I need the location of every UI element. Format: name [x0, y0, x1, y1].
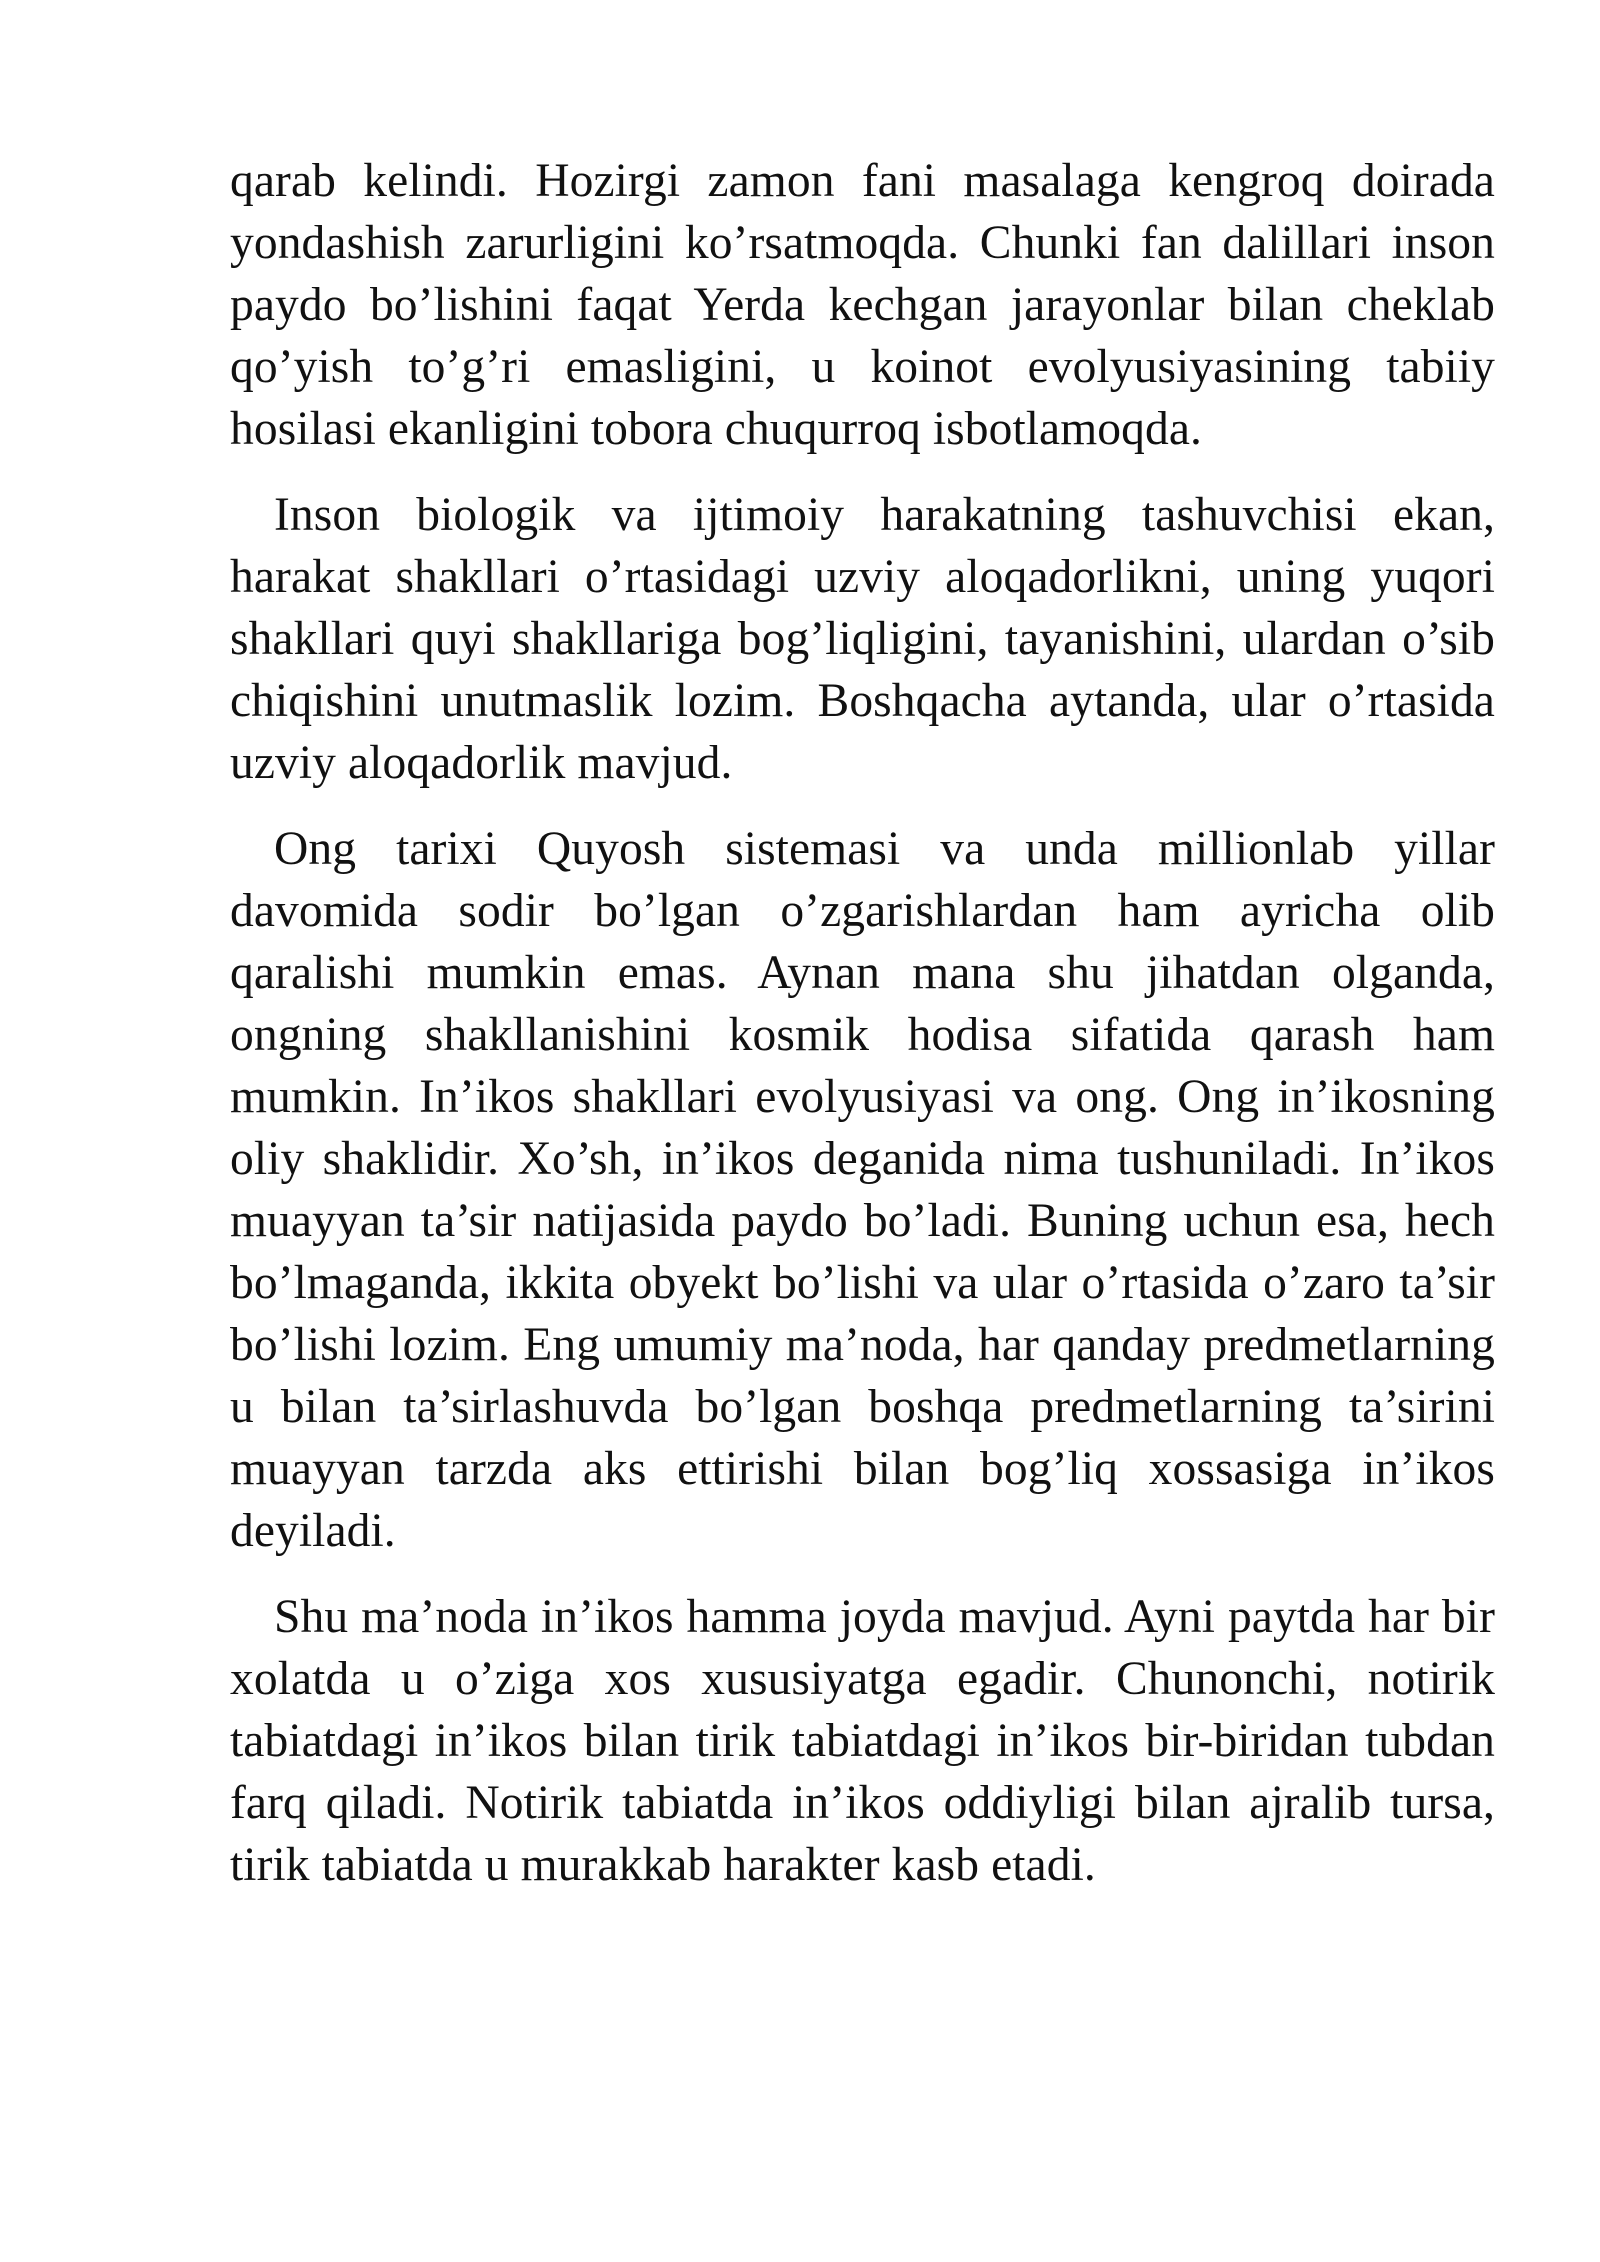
page-body	[230, 150, 1495, 1920]
paragraph-shu-manoda: Shu ma’noda in’ikos hamma joyda mavjud. Ayni paytda har bir xolatda u o’ziga xos xususiyatga egadir. Chunonchi, notirik tabiatdagi in’ikos bilan tirik tabiatdagi in’ikos bir-biridan tubdan farq qiladi. Notirik tabiatda in’ikos oddiyligi bilan ajralib tursa, tirik tabiatda u murakkab harakter kasb etadi.	[230, 1591, 1495, 1891]
paragraph-inson: Inson biologik va ijtimoiy harakatning tashuvchisi ekan, harakat shakllari o’rtasidagi uzviy aloqadorlikni, uning yuqori shakllari quyi shakllariga bog’liqligini, tayanishini, ulardan o’sib chiqishini unutmaslik lozim. Boshqacha aytanda, ular o’rtasida uzviy aloqadorlik mavjud.	[230, 489, 1495, 789]
paragraph-ong-tarixi: Ong tarixi Quyosh sistemasi va unda millionlab yillar davomida sodir bo’lgan o’zgarishlardan ham ayricha olib qaralishi mumkin emas. Aynan mana shu jihatdan olganda, ongning shakllanishini kosmik hodisa sifatida qarash ham mumkin. In’ikos shakllari evolyusiyasi va ong. Ong in’ikosning oliy shaklidir. Xo’sh, in’ikos deganida nima tushuniladi. In’ikos muayyan ta’sir natijasida paydo bo’ladi. Buning uchun esa, hech bo’lmaganda, ikkita obyekt bo’lishi va ular o’rtasida o’zaro ta’sir bo’lishi lozim. Eng umumiy ma’noda, har qanday predmetlarning u bilan ta’sirlashuvda bo’lgan boshqa predmetlarning ta’sirini muayyan tarzda aks ettirishi bilan bog’liq xossasiga in’ikos deyiladi.	[230, 823, 1495, 1557]
paragraph-continuation: qarab kelindi. Hozirgi zamon fani masalaga kengroq doirada yondashish zarurligini ko’rsatmoqda. Chunki fan dalillari inson paydo bo’lishini faqat Yerda kechgan jarayonlar bilan cheklab qo’yish to’g’ri emasligini, u koinot evolyusiyasining tabiiy hosilasi ekanligini tobora chuqurroq isbotlamoqda.	[230, 155, 1495, 455]
